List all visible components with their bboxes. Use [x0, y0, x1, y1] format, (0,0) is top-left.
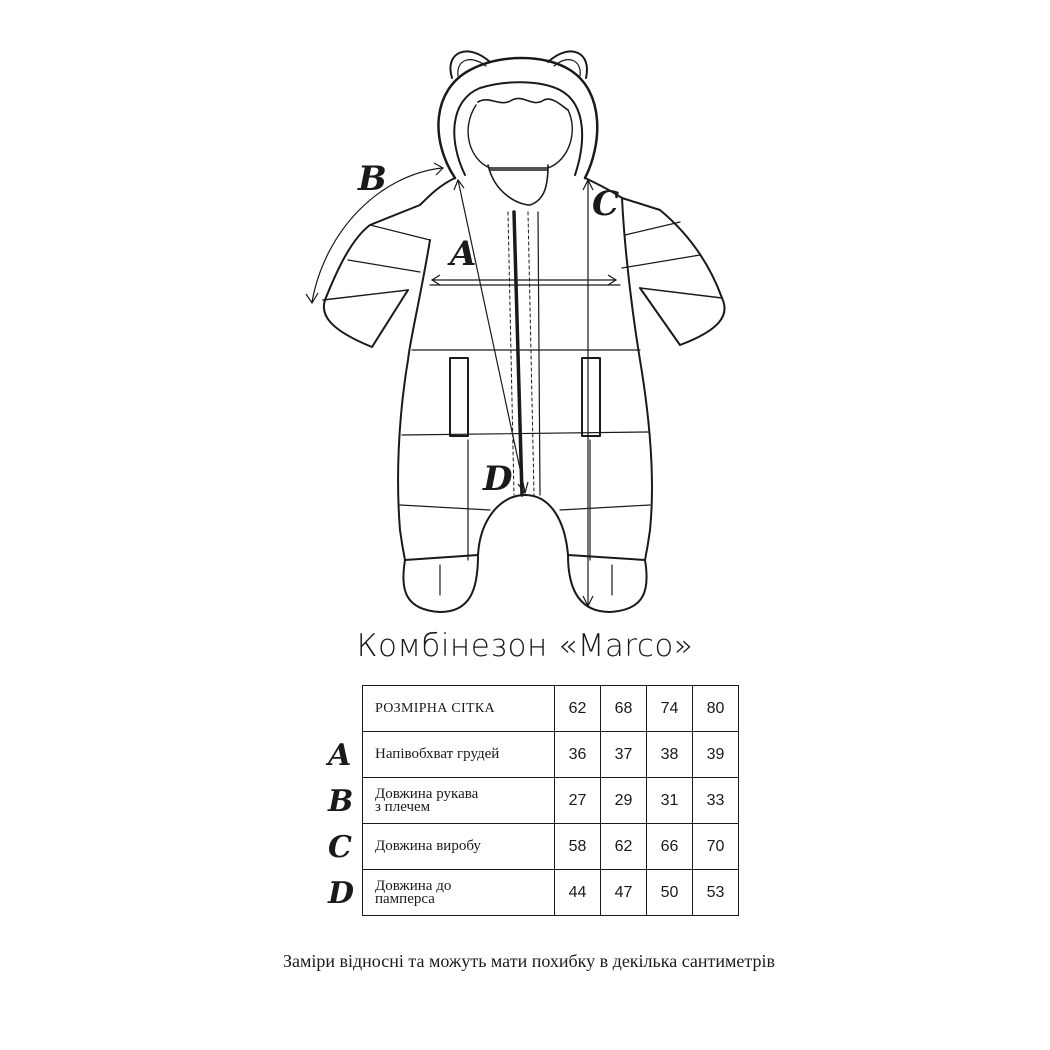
- marker-b-label: B: [358, 159, 387, 199]
- measurement-value: 44: [555, 870, 601, 916]
- row-letter-c: C: [328, 830, 352, 865]
- crotch: [478, 495, 568, 555]
- size-header: 74: [647, 686, 693, 732]
- face-opening: [468, 105, 572, 168]
- table-row: [363, 824, 739, 870]
- marker-d-label: D: [483, 459, 513, 499]
- measurement-value: 38: [647, 732, 693, 778]
- zipper: [514, 212, 522, 495]
- measurement-value: 27: [555, 778, 601, 824]
- right-ear-outline: [548, 51, 587, 78]
- right-foot: [568, 555, 647, 612]
- table-row: [363, 732, 739, 778]
- product-title: Комбінезон «Marco»: [356, 628, 694, 664]
- right-pocket: [582, 358, 600, 436]
- row-letter-d: D: [328, 876, 355, 911]
- row-letter-a: A: [328, 738, 352, 773]
- measurement-value: 29: [601, 778, 647, 824]
- measurement-label: Напівобхват грудей: [363, 732, 555, 778]
- measurement-value: 36: [555, 732, 601, 778]
- size-header: 62: [555, 686, 601, 732]
- marker-c-label: C: [592, 184, 620, 224]
- right-cuff: [640, 288, 722, 298]
- hood-inner: [454, 82, 582, 175]
- measurement-value: 39: [693, 732, 739, 778]
- left-foot: [403, 555, 478, 612]
- left-cuff: [323, 290, 408, 300]
- measurement-value: 58: [555, 824, 601, 870]
- collar: [488, 165, 548, 205]
- table-header-label: РОЗМІРНА СІТКА: [363, 686, 555, 732]
- right-leg: [568, 530, 650, 560]
- measurement-value: 70: [693, 824, 739, 870]
- size-chart-table: [362, 685, 739, 916]
- row-letter-b: B: [328, 784, 354, 819]
- measurement-label: Довжина рукава з плечем: [363, 778, 555, 824]
- measurement-label: Довжина до памперса: [363, 870, 555, 916]
- measurement-value: 31: [647, 778, 693, 824]
- measurement-value: 50: [647, 870, 693, 916]
- marker-a-label: A: [450, 234, 477, 274]
- torso-left: [398, 240, 430, 530]
- table-row: [363, 870, 739, 916]
- measurement-value: 66: [647, 824, 693, 870]
- face-ruffle: [478, 98, 568, 110]
- torso-right: [622, 198, 652, 530]
- measurement-label: Довжина виробу: [363, 824, 555, 870]
- table-row: [363, 778, 739, 824]
- measurement-value: 47: [601, 870, 647, 916]
- size-header: 80: [693, 686, 739, 732]
- measurement-value: 62: [601, 824, 647, 870]
- left-pocket: [450, 358, 468, 436]
- footnote: Заміри відносні та можуть мати похибку в декілька сантиметрів: [282, 951, 776, 971]
- left-leg: [400, 530, 478, 560]
- hood-outline: [438, 58, 597, 178]
- measurement-value: 37: [601, 732, 647, 778]
- measurement-value: 53: [693, 870, 739, 916]
- measurement-value: 33: [693, 778, 739, 824]
- table-header-row: [363, 686, 739, 732]
- size-header: 68: [601, 686, 647, 732]
